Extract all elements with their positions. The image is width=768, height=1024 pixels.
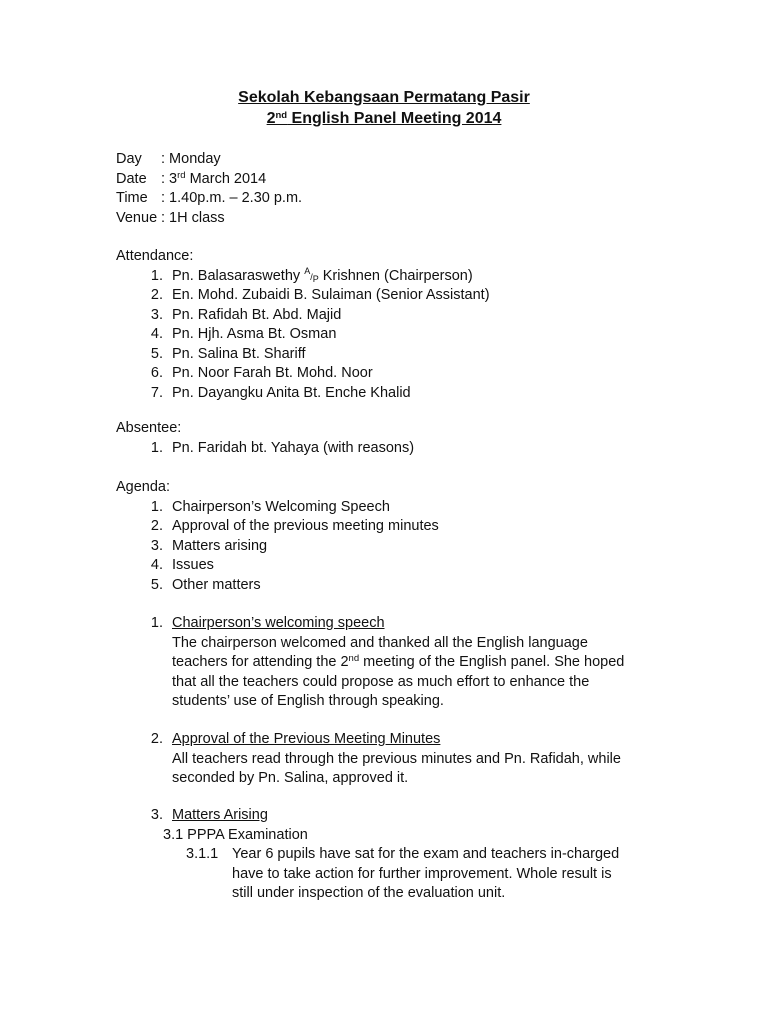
absentee-heading: Absentee: [116, 420, 182, 436]
list-item: 1. Chairperson’s Welcoming Speech [150, 498, 390, 515]
section-matters-arising [116, 806, 652, 904]
absentee-section [116, 419, 414, 458]
venue-label: Venue [116, 209, 158, 226]
time-label: Time [116, 190, 148, 206]
date-row [116, 170, 302, 190]
list-item: 5. Pn. Salina Bt. Shariff [150, 345, 306, 362]
section-approval-minutes [116, 730, 621, 789]
time-value: : 1.40p.m. – 2.30 p.m. [161, 190, 303, 206]
list-item: 2. Approval of the previous meeting minutes [150, 518, 439, 534]
date-label: Date [116, 170, 147, 187]
venue-row [116, 209, 302, 229]
venue-value: : 1H class [161, 209, 225, 226]
list-item: 6. Pn. Noor Farah Bt. Mohd. Noor [150, 365, 373, 381]
time-row [116, 189, 302, 209]
list-item: 3. Pn. Rafidah Bt. Abd. Majid [150, 306, 342, 323]
subsection-item: 3.1.1 Year 6 pupils have sat for the exam and teachers in-charged have to take action for further improvement. Whole result is still under inspection of the evaluation unit. [186, 846, 620, 901]
list-item: 1. Pn. Balasaraswethy A/P Krishnen (Chairperson) [150, 265, 473, 284]
section-heading: 1. Chairperson’s welcoming speech [150, 615, 385, 631]
list-item: 4. Pn. Hjh. Asma Bt. Osman [150, 326, 337, 342]
list-item: 3. Matters arising [150, 537, 268, 554]
section-body: The chairperson welcomed and thanked all the English language teachers for attending the 2nd meeting of the English panel. She hoped that all the teachers could propose as much effort to enhance the students’ use of English through speaking. [172, 634, 625, 709]
section-body: All teachers read through the previous minutes and Pn. Rafidah, while seconded by Pn. Salina, approved it. [172, 750, 621, 786]
section-welcoming-speech [116, 614, 624, 712]
section-heading: 3. Matters Arising [150, 807, 268, 823]
attendance-heading: Attendance: [116, 248, 194, 264]
list-item: 7. Pn. Dayangku Anita Bt. Enche Khalid [150, 384, 411, 401]
list-item: 5. Other matters [150, 576, 261, 593]
attendance-list [116, 267, 490, 404]
date-value: : 3rd March 2014 [161, 169, 267, 187]
list-item: 2. En. Mohd. Zubaidi B. Sulaiman (Senior Assistant) [150, 287, 490, 303]
section-heading: 2. Approval of the Previous Meeting Minutes [150, 731, 441, 747]
agenda-section [116, 478, 439, 595]
agenda-heading: Agenda: [116, 479, 171, 495]
day-label: Day [116, 151, 142, 167]
subsection-heading: 3.1 PPPA Examination [163, 826, 308, 843]
school-title: Sekolah Kebangsaan Permatang Pasir [238, 89, 530, 106]
meeting-info [116, 150, 302, 228]
meeting-title: 2nd English Panel Meeting 2014 [266, 110, 502, 127]
day-row [116, 150, 302, 170]
list-item: 4. Issues [150, 557, 214, 573]
list-item: 1. Pn. Faridah bt. Yahaya (with reasons) [150, 439, 415, 456]
attendance-section [116, 247, 490, 403]
day-value: : Monday [161, 151, 221, 167]
